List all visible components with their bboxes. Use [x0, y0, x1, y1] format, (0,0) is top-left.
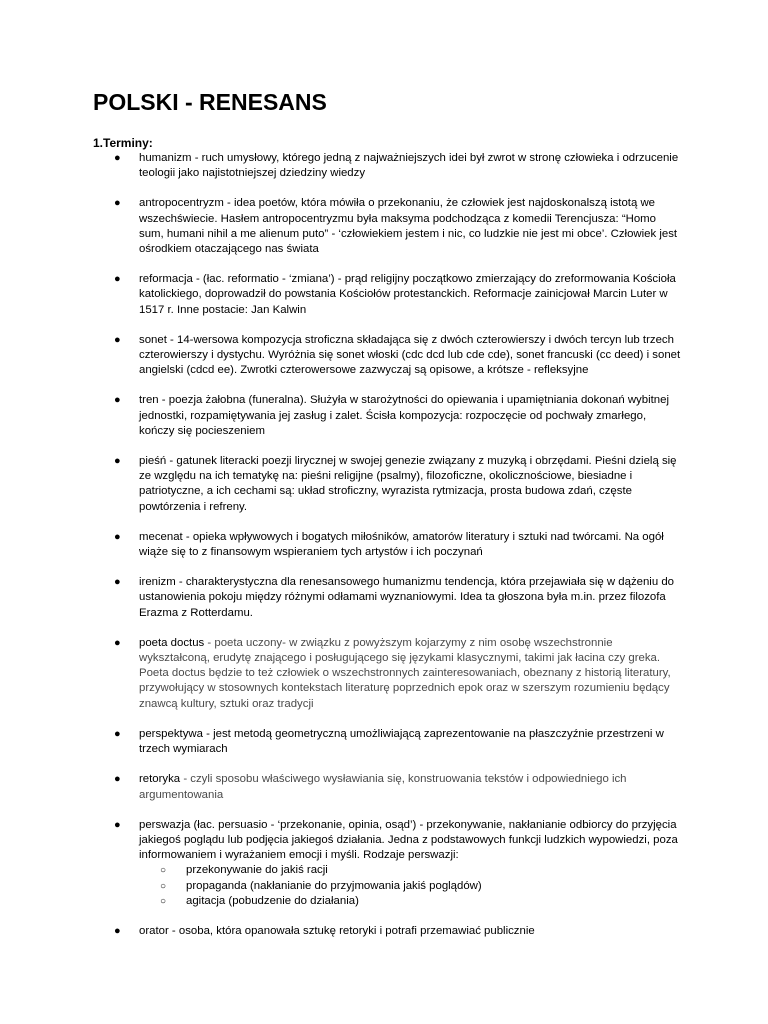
term-definition: - idea poetów, która mówiła o przekonaniu, że człowiek jest najdoskonalszą istotą we wszechświecie. Hasłem antropocentryzmu była maksyma podchodząca z komedii Terencjusza: “Homo sum, humani nihil a me alienum puto” - ‘człowiekiem jestem i nic, co ludzkie nie jest mi obce’. Człowiek jest ośrodkiem otaczającego nas świata — [139, 197, 678, 256]
term-name: humanizm — [139, 152, 192, 164]
term-definition: - poeta uczony- w związku z powyższym kojarzymy z nim osobę wszechstronnie wykształconą, erudytę znającego i posługującego się językami klasycznymi, takimi jak łacina czy greka. Poeta doctus będzie to też człowiek o wszechstronnych zainteresowaniach, obeznany z historią literatury, przywołujący w stosownych kontekstach literaturę poprzednich epok oraz w szerszym rozumieniu będący znawcą kultury, sztuki oraz tradycji — [139, 636, 671, 710]
sub-list-item-text: propaganda (nakłanianie do przyjmowania jakiś poglądów) — [186, 879, 482, 892]
sub-list-item-text: agitacja (pobudzenie do działania) — [186, 894, 359, 907]
term-name: mecenat — [139, 530, 183, 543]
term-definition: - poezja żałobna (funeralna). Służyła w starożytności do opiewania i upamiętniania dokonań wybitnej jednostki, rozpamiętywania jej zasług i zalet. Ścisła kompozycja: rozpoczęcie od pochwały zmarłego, kończy się pocieszeniem — [139, 394, 669, 437]
sub-list-item — [139, 863, 683, 878]
bullet-icon: ● — [114, 818, 121, 831]
list-item — [93, 272, 683, 318]
bullet-icon: ● — [114, 924, 121, 937]
bullet-icon: ● — [114, 636, 121, 649]
term-name: antropocentryzm — [139, 197, 224, 210]
term-definition: - charakterystyczna dla renesansowego humanizmu tendencja, która przejawiała się w dążeniu do ustanowienia pokoju między różnymi odłamami wyznaniowymi. Idea ta głoszona była m.in. przez filozofa Erazma z Rotterdamu. — [139, 576, 675, 619]
term-name: reformacja — [139, 273, 193, 286]
term-definition: - opieka wpływowych i bogatych miłośników, amatorów literatury i sztuki nad twórcami. Na ogół wiąże się to z finansowym wspieraniem tych artystów i ich poczynań — [139, 530, 664, 559]
list-item — [93, 151, 683, 181]
list-item — [93, 727, 683, 757]
list-item — [93, 575, 683, 621]
term-definition: - czyli sposobu właściwego wysławiania się, konstruowania tekstów i odpowiedniego ich argumentowania — [139, 773, 627, 801]
sub-list — [139, 863, 683, 909]
term-definition: - (łac. reformatio - ‘zmiana’) - prąd religijny początkowo zmierzający do zreformowania Kościoła katolickiego, doprowadził do powstania Kościołów protestanckich. Reformacje zainicjował Marcin Luter w 1517 r. Inne postacie: Jan Kalwin — [139, 273, 676, 316]
term-name: tren — [139, 394, 159, 407]
sub-list-item-text: przekonywanie do jakiś racji — [186, 864, 328, 877]
term-name: retoryka — [139, 773, 181, 786]
term-name: orator — [139, 924, 169, 937]
term-definition: - gatunek literacki poezji lirycznej w swojej genezie związany z muzyką i obrzędami. Pieśni dzielą się ze względu na ich tematykę na: pieśni religijne (psalmy), filozoficzne, okolicznościowe, biesiadne i patriotyczne, a ich cechami są: układ stroficzny, wyrazista rytmizacja, prosta budowa zdań, częste powtórzenia i refreny. — [139, 455, 677, 513]
list-item — [93, 454, 683, 515]
list-item — [93, 393, 683, 439]
bullet-icon: ● — [114, 576, 121, 589]
hollow-bullet-icon: ○ — [160, 880, 167, 892]
hollow-bullet-icon: ○ — [160, 895, 167, 907]
term-definition: - jest metodą geometryczną umożliwiającą zaprezentowanie na płaszczyźnie przestrzeni w trzech wymiarach — [139, 727, 664, 756]
sub-list-item — [139, 879, 683, 894]
bullet-icon: ● — [114, 530, 121, 543]
list-item — [93, 636, 683, 712]
term-name: sonet — [139, 333, 167, 346]
list-item — [93, 772, 683, 802]
bullet-icon: ● — [114, 152, 121, 164]
hollow-bullet-icon: ○ — [160, 865, 167, 877]
term-name: poeta doctus — [139, 636, 205, 649]
bullet-icon: ● — [114, 197, 121, 210]
term-name: perspektywa — [139, 727, 203, 740]
document-page — [93, 89, 683, 954]
page-title: POLSKI - RENESANS — [93, 89, 327, 115]
bullet-icon: ● — [114, 333, 121, 346]
sub-list-item — [139, 894, 683, 909]
term-name: perswazja — [139, 818, 191, 831]
term-definition: - ruch umysłowy, którego jedną z najważniejszych idei był zwrot w stronę człowieka i odrzucenie teologii jako najistotniejszej dziedziny wiedzy — [139, 152, 679, 180]
list-item — [93, 333, 683, 379]
list-item — [93, 924, 683, 939]
bullet-icon: ● — [114, 727, 121, 740]
list-item — [93, 196, 683, 257]
term-definition: - 14-wersowa kompozycja stroficzna składająca się z dwóch czterowierszy i dwóch tercyn lub trzech czterowierszy i dystychu. Wyróżnia się sonet włoski (cdc dcd lub cde cde), sonet francuski (cc deed) i sonet angielski (cdcd ee). Zwrotki czterowersowe zazwyczaj są opisowe, a krótsze - refleksyjne — [139, 333, 681, 377]
section-heading: 1.Terminy: — [93, 136, 153, 150]
term-list — [93, 151, 683, 939]
term-name: irenizm — [139, 576, 176, 589]
term-definition: (łac. persuasio - ‘przekonanie, opinia, osąd’) - przekonywanie, nakłanianie odbiorcy do przyjęcia jakiegoś poglądu lub podjęcia jakiegoś działania. Jedna z podstawowych funkcji ludzkich wypowiedzi, poza informowaniem i wyrażaniem emocji i myśli. Rodzaje perswazji: — [139, 818, 678, 862]
bullet-icon: ● — [114, 773, 121, 786]
bullet-icon: ● — [114, 394, 121, 407]
bullet-icon: ● — [114, 455, 121, 468]
term-definition: - osoba, która opanowała sztukę retoryki i potrafi przemawiać publicznie — [168, 924, 535, 937]
list-item — [93, 530, 683, 560]
bullet-icon: ● — [114, 273, 121, 286]
term-name: pieśń — [139, 455, 167, 468]
list-item — [93, 818, 683, 909]
